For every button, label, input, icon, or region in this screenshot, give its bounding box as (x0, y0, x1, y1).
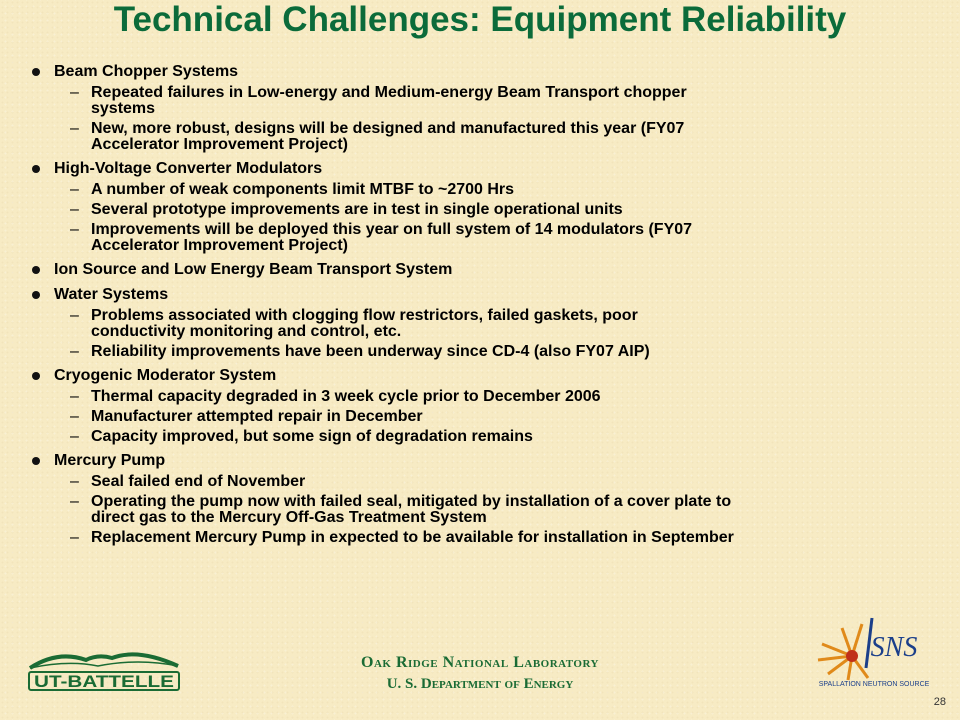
sub-bullet-item (30, 429, 955, 445)
dash-icon: – (70, 388, 79, 405)
sub-bullet-item (30, 308, 955, 340)
bullet-item (30, 366, 955, 385)
bullet-dot-icon (32, 68, 40, 76)
dash-icon: – (70, 181, 79, 198)
dash-icon: – (70, 493, 79, 510)
sub-bullet-line: Replacement Mercury Pump in expected to be available for installation in September (91, 529, 734, 546)
slide-title: Technical Challenges: Equipment Reliability (113, 0, 847, 39)
dash-icon: – (70, 343, 79, 360)
dash-icon: – (70, 84, 79, 101)
bullet-dot-icon (32, 291, 40, 299)
bullet-dot-icon (32, 266, 40, 274)
bullet-item (30, 62, 955, 81)
dash-icon: – (70, 307, 79, 324)
sub-bullet-line: Improvements will be deployed this year on full system of 14 modulators (FY07 (91, 221, 693, 238)
sub-bullet-line: Repeated failures in Low-energy and Medium-energy Beam Transport chopper (91, 84, 687, 101)
bullet-dot-icon (32, 457, 40, 465)
sub-bullet-line: Capacity improved, but some sign of degradation remains (91, 428, 533, 445)
sub-bullet-item (30, 530, 955, 546)
slide-body (30, 62, 955, 546)
bullet-heading: High-Voltage Converter Modulators (54, 160, 323, 177)
sns-logo (812, 616, 932, 701)
sub-bullet-item (30, 85, 955, 117)
bullet-item (30, 285, 955, 304)
page-number: 28 (933, 696, 946, 708)
dash-icon: – (70, 120, 79, 137)
sub-bullet-item (30, 474, 955, 490)
bullet-item (30, 260, 955, 279)
bullet-item (30, 451, 955, 470)
sub-bullet-line: Operating the pump now with failed seal, mitigated by installation of a cover plate to (91, 493, 732, 510)
sub-bullet-line: New, more robust, designs will be designed and manufactured this year (FY07 (91, 120, 685, 137)
sub-bullet-line: Reliability improvements have been underway since CD-4 (also FY07 AIP) (91, 343, 650, 360)
sns-logo-text: SNS (870, 632, 918, 663)
dash-icon: – (70, 408, 79, 425)
dash-icon: – (70, 428, 79, 445)
dash-icon: – (70, 529, 79, 546)
sub-bullet-line: A number of weak components limit MTBF to ~2700 Hrs (91, 181, 515, 198)
sub-bullet-line: Accelerator Improvement Project) (91, 136, 348, 153)
sub-bullet-item (30, 222, 955, 254)
bullet-dot-icon (32, 372, 40, 380)
ut-battelle-logo-text: UT-BATTELLE (34, 672, 174, 691)
bullet-dot-icon (32, 165, 40, 173)
sub-bullet-line: Manufacturer attempted repair in December (91, 408, 423, 425)
sub-bullet-item (30, 182, 955, 198)
sub-bullet-item (30, 409, 955, 425)
sub-bullet-line: Seal failed end of November (91, 473, 306, 490)
sub-bullet-item (30, 389, 955, 405)
dash-icon: – (70, 473, 79, 490)
bullet-heading: Mercury Pump (54, 452, 166, 469)
bullet-item (30, 159, 955, 178)
sub-bullet-line: direct gas to the Mercury Off-Gas Treatment System (91, 509, 487, 526)
sub-bullet-item (30, 494, 955, 526)
dash-icon: – (70, 201, 79, 218)
bullet-heading: Cryogenic Moderator System (54, 367, 277, 384)
sub-bullet-item (30, 121, 955, 153)
footer-org-line1: Oak Ridge National Laboratory (361, 654, 599, 671)
sub-bullet-item (30, 344, 955, 360)
dash-icon: – (70, 221, 79, 238)
sub-bullet-line: systems (91, 100, 156, 117)
sub-bullet-item (30, 202, 955, 218)
sub-bullet-line: Thermal capacity degraded in 3 week cycle prior to December 2006 (91, 388, 601, 405)
footer-org-line2: U. S. Department of Energy (386, 676, 574, 692)
bullet-heading: Water Systems (54, 286, 169, 303)
bullet-heading: Beam Chopper Systems (54, 63, 239, 80)
sub-bullet-line: conductivity monitoring and control, etc. (91, 323, 402, 340)
sub-bullet-line: Accelerator Improvement Project) (91, 237, 348, 254)
bullet-heading: Ion Source and Low Energy Beam Transport System (54, 261, 453, 278)
sns-logo-subtext: SPALLATION NEUTRON SOURCE (818, 681, 930, 688)
sub-bullet-line: Several prototype improvements are in test in single operational units (91, 201, 623, 218)
sub-bullet-line: Problems associated with clogging flow restrictors, failed gaskets, poor (91, 307, 638, 324)
